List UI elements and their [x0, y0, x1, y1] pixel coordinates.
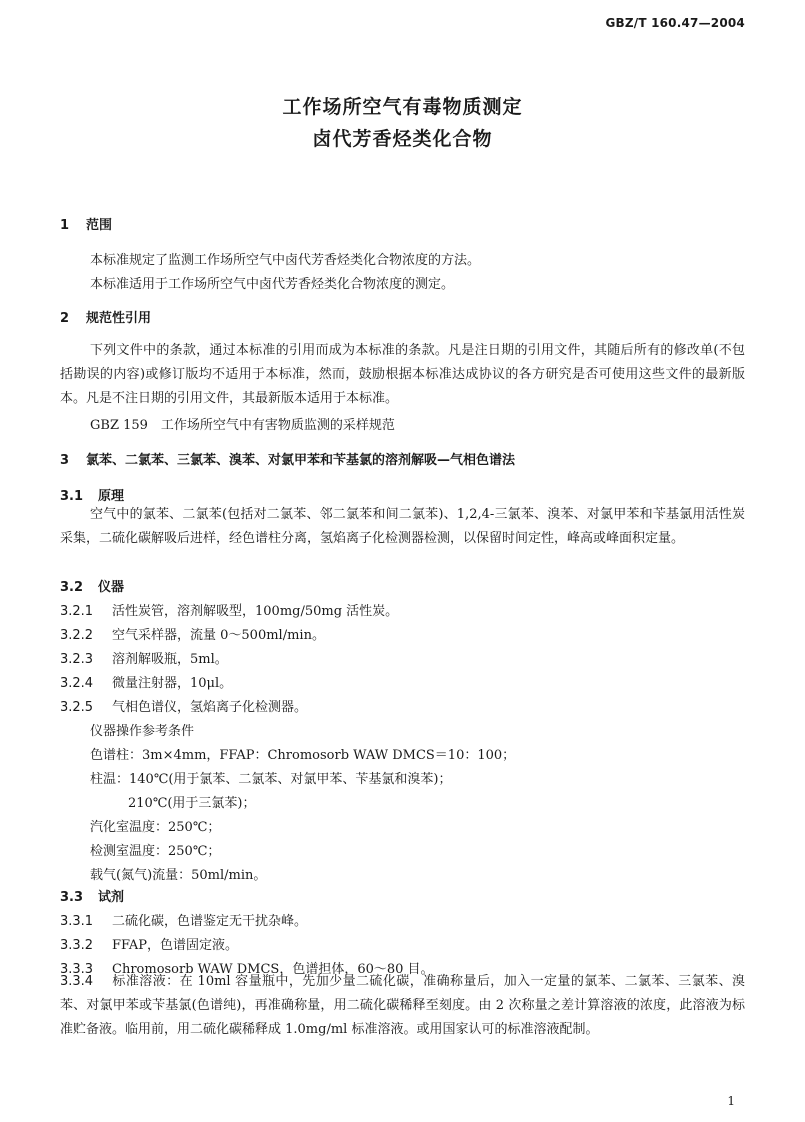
section-title: 试剂 — [98, 890, 125, 905]
reagent-item-standard-solution — [60, 970, 745, 1042]
section-number: 3.1 — [60, 489, 84, 504]
title-line-2: 卤代芳香烃类化合物 — [312, 128, 493, 150]
condition-column: 色谱柱：3m×4mm，FFAP：Chromosorb WAW DMCS＝10：100； — [90, 748, 516, 763]
section-number: 3.2 — [60, 580, 84, 595]
section-title: 氯苯、二氯苯、三氯苯、溴苯、对氯甲苯和苄基氯的溶剂解吸—气相色谱法 — [86, 453, 516, 468]
item-text: 溶剂解吸瓶，5ml。 — [112, 652, 228, 667]
section-title: 仪器 — [98, 580, 125, 595]
instrument-item — [60, 624, 325, 643]
item-number: 3.2.1 — [60, 604, 94, 619]
section-1-para-1: 本标准规定了监测工作场所空气中卤代芳香烃类化合物浓度的方法。 — [90, 253, 481, 268]
section-title: 规范性引用 — [86, 311, 152, 326]
section-3-2-heading — [60, 576, 124, 595]
item-text: 气相色谱仪，氢焰离子化检测器。 — [112, 700, 308, 715]
section-1-para-2: 本标准适用于工作场所空气中卤代芳香烃类化合物浓度的测定。 — [90, 277, 455, 292]
section-2-para-1: 下列文件中的条款，通过本标准的引用而成为本标准的条款。凡是注日期的引用文件，其随后所有的修改单(不包括勘误的内容)或修订版均不适用于本标准，然而，鼓励根据本标准达成协议的各方研究是否可使用这些文件的最新版本。凡是不注日期的引用文件，其最新版本适用于本标准。 — [60, 343, 745, 406]
section-title: 范围 — [86, 218, 113, 233]
section-2-heading — [60, 307, 151, 326]
section-3-heading — [60, 449, 515, 468]
item-text: Chromosorb WAW DMCS，色谱担体，60～80 目。 — [112, 962, 434, 977]
item-number: 3.3.3 — [60, 962, 94, 977]
item-text: 标准溶液：在 10ml 容量瓶中，先加少量二硫化碳，准确称量后，加入一定量的氯苯、二氯苯、三氯苯、溴苯、对氯甲苯或苄基氯(色谱纯)，再准确称量，用二硫化碳稀释至刻度。由 2 次称量之差计算溶液的浓度，此溶液为标准贮备液。临用前，用二硫化碳稀释成 1.0mg/ml 标准溶液。或用国家认可的标准溶液配制。 — [60, 974, 745, 1037]
normative-reference: GBZ 159 工作场所空气中有害物质监测的采样规范 — [90, 418, 395, 433]
item-number: 3.2.3 — [60, 652, 94, 667]
section-3-1-para: 空气中的氯苯、二氯苯(包括对二氯苯、邻二氯苯和间二氯苯)、1,2,4-三氯苯、溴苯、对氯甲苯和苄基氯用活性炭采集，二硫化碳解吸后进样，经色谱柱分离，氢焰离子化检测器检测，以保留时间定性，峰高或峰面积定量。 — [60, 507, 745, 546]
condition-carrier-gas: 载气(氮气)流量：50ml/min。 — [90, 868, 267, 883]
condition-column-temp: 柱温：140℃(用于氯苯、二氯苯、对氯甲苯、苄基氯和溴苯)； — [90, 772, 452, 787]
section-1-heading — [60, 214, 112, 233]
instrument-item — [60, 600, 398, 619]
instrument-item — [60, 648, 228, 667]
reagent-item — [60, 934, 238, 953]
item-text: 空气采样器，流量 0～500ml/min。 — [112, 628, 325, 643]
standard-number: GBZ/T 160.47—2004 — [605, 16, 745, 30]
instrument-item — [60, 696, 307, 715]
item-number: 3.2.2 — [60, 628, 94, 643]
section-title: 原理 — [98, 489, 125, 504]
title-line-1: 工作场所空气有毒物质测定 — [282, 96, 523, 118]
item-text: FFAP，色谱固定液。 — [112, 938, 239, 953]
section-3-1-heading — [60, 485, 124, 504]
section-number: 3.3 — [60, 890, 84, 905]
item-text: 二硫化碳，色谱鉴定无干扰杂峰。 — [112, 914, 308, 929]
section-number: 1 — [60, 218, 70, 233]
section-number: 3 — [60, 453, 70, 468]
item-number: 3.2.5 — [60, 700, 94, 715]
section-3-3-heading — [60, 886, 124, 905]
section-number: 2 — [60, 311, 70, 326]
condition-detector-temp: 检测室温度：250℃； — [90, 844, 221, 859]
page-number: 1 — [727, 1094, 735, 1108]
item-text: 活性炭管，溶剂解吸型，100mg/50mg 活性炭。 — [112, 604, 399, 619]
item-number: 3.3.1 — [60, 914, 94, 929]
condition-vaporizer-temp: 汽化室温度：250℃； — [90, 820, 221, 835]
operating-conditions-title: 仪器操作参考条件 — [90, 724, 195, 739]
item-number: 3.3.4 — [60, 974, 94, 989]
reagent-item — [60, 910, 307, 929]
item-text: 微量注射器，10μl。 — [112, 676, 233, 691]
item-number: 3.2.4 — [60, 676, 94, 691]
item-number: 3.3.2 — [60, 938, 94, 953]
instrument-item — [60, 672, 232, 691]
condition-column-temp-alt: 210℃(用于三氯苯)； — [128, 796, 256, 811]
